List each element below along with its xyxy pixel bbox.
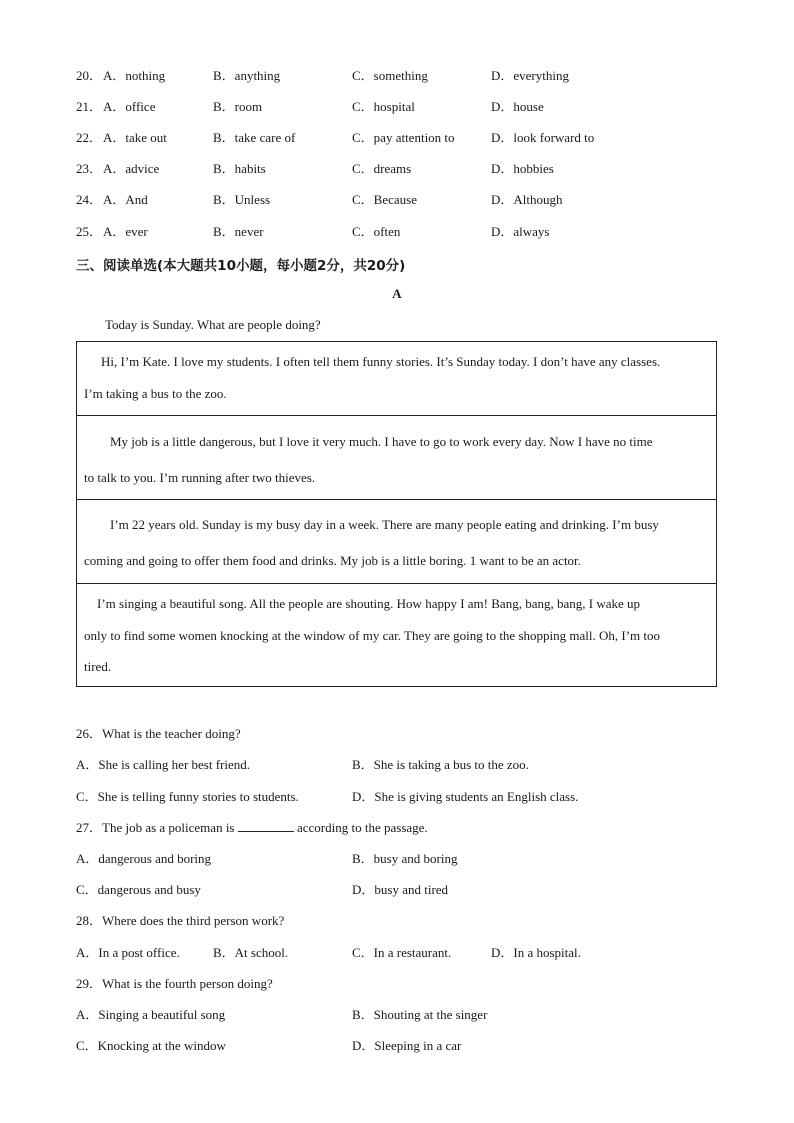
option-b: B．Unless [213,192,271,207]
option-d: D．everything [491,68,569,83]
answer-blank [238,819,294,832]
passage-line: I’m 22 years old. Sunday is my busy day in a week. There are many people eating and drinking. I’m busy [110,517,659,532]
question-number: 21． [76,99,103,114]
question-number: 22． [76,130,103,145]
option-c: C．pay attention to [352,130,455,145]
option-c: C．Knocking at the window [76,1038,226,1053]
passage-section [77,415,716,499]
option-b: B．Shouting at the singer [352,1007,488,1022]
option-c: C．hospital [352,99,415,114]
option-d: D．She is giving students an English class. [352,789,579,804]
passage-line: My job is a little dangerous, but I love it very much. I have to go to work every day. Now I have no time [110,434,653,449]
passage-line: to talk to you. I’m running after two thieves. [84,470,316,485]
option-c: C．something [352,68,428,83]
question-number: 20． [76,68,103,83]
question-number: 24． [76,192,103,207]
option-c: C．Because [352,192,417,207]
question-number: 23． [76,161,103,176]
passage-box [76,341,717,687]
option-d: D．always [491,224,550,239]
passage-label: A [392,286,402,301]
option-a: A．And [103,192,148,207]
passage-line: tired. [84,659,112,674]
option-c: C．In a restaurant. [352,945,452,960]
option-a: A．Singing a beautiful song [76,1007,226,1022]
option-d: D．In a hospital. [491,945,581,960]
option-c: C．often [352,224,401,239]
passage-intro: Today is Sunday. What are people doing? [105,317,321,332]
option-d: D．look forward to [491,130,595,145]
passage-line: coming and going to offer them food and drinks. My job is a little boring. 1 want to be an actor. [84,553,581,568]
option-b: B．habits [213,161,266,176]
option-d: D．Sleeping in a car [352,1038,462,1053]
passage-line: I’m singing a beautiful song. All the people are shouting. How happy I am! Bang, bang, bang, I wake up [97,596,640,611]
option-d: D．Although [491,192,563,207]
option-b: B．anything [213,68,281,83]
passage-section [77,342,716,415]
option-b: B．take care of [213,130,296,145]
option-b: B．busy and boring [352,851,458,866]
option-a: A．ever [103,224,148,239]
option-d: D．house [491,99,544,114]
option-b: B．At school. [213,945,289,960]
option-a: A．She is calling her best friend. [76,757,251,772]
option-a: A．advice [103,161,160,176]
passage-line: I’m taking a bus to the zoo. [84,386,227,401]
passage-section [77,583,716,687]
option-b: B．room [213,99,263,114]
stem-text: according to the passage. [297,820,428,835]
option-a: A．nothing [103,68,166,83]
stem-text: 27．The job as a policeman is [76,820,235,835]
option-a: A．office [103,99,156,114]
option-a: A．In a post office. [76,945,180,960]
passage-line: Hi, I’m Kate. I love my students. I often tell them funny stories. It’s Sunday today. I don’t have any classes. [101,354,661,369]
option-b: B．She is taking a bus to the zoo. [352,757,529,772]
passage-section [77,499,716,583]
passage-line: only to find some women knocking at the window of my car. They are going to the shopping mall. Oh, I’m too [84,628,660,643]
option-d: D．busy and tired [352,882,449,897]
option-c: C．dangerous and busy [76,882,201,897]
question-number: 25． [76,224,103,239]
option-d: D．hobbies [491,161,554,176]
section-heading: 三、阅读单选(本大题共10小题，每小题2分，共20分) [76,258,406,274]
option-c: C．She is telling funny stories to students. [76,789,299,804]
option-c: C．dreams [352,161,412,176]
option-a: A．dangerous and boring [76,851,212,866]
option-b: B．never [213,224,264,239]
option-a: A．take out [103,130,167,145]
